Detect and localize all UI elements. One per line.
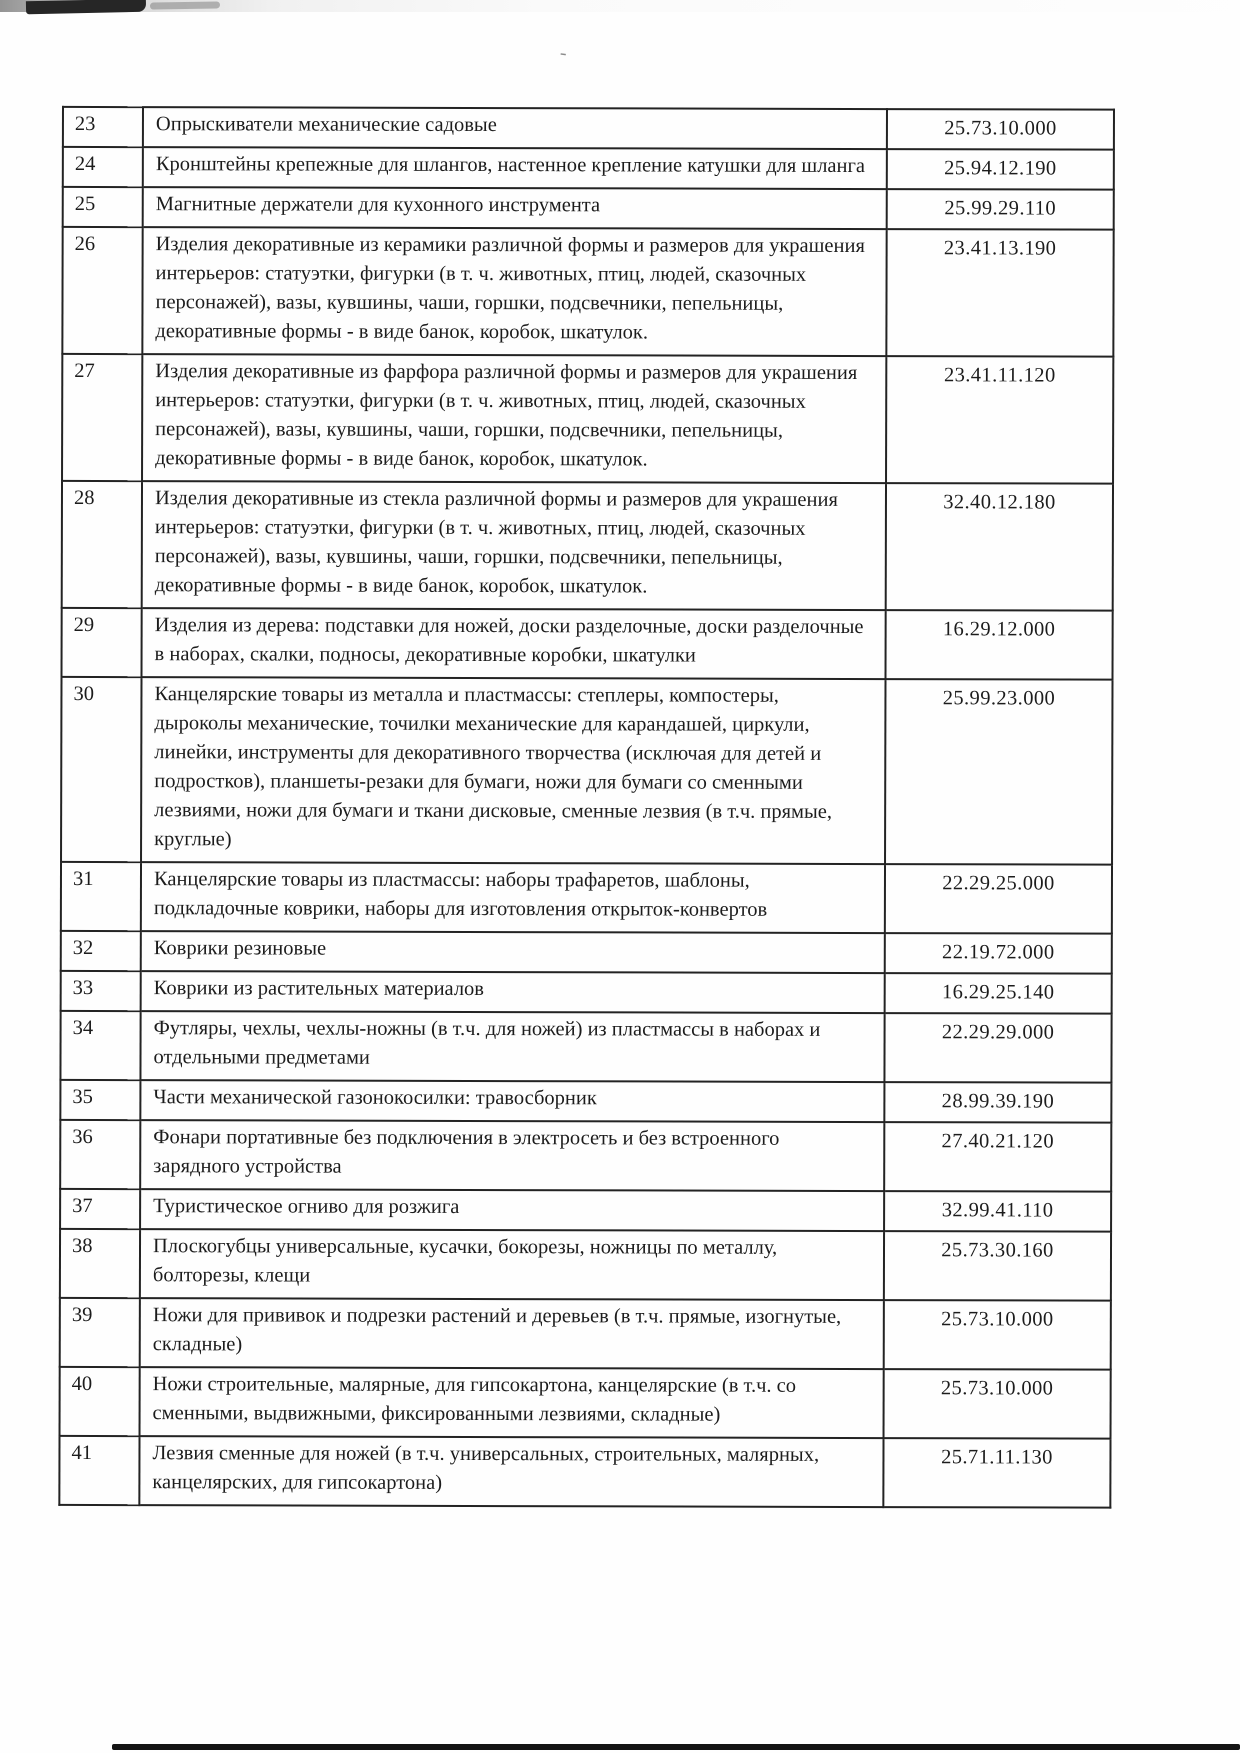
row-code: 23.41.11.120 [886, 356, 1113, 484]
row-code: 22.29.29.000 [884, 1013, 1111, 1083]
row-number: 27 [62, 354, 142, 481]
row-description: Лезвия сменные для ножей (в т.ч. универсальных, строительных, малярных, канцелярских, для гипсокартона) [139, 1436, 883, 1507]
row-number: 28 [62, 481, 142, 608]
row-number: 32 [61, 931, 141, 971]
row-code: 32.99.41.110 [884, 1191, 1111, 1232]
row-code: 25.99.29.110 [887, 189, 1114, 230]
row-number: 23 [63, 107, 143, 147]
table-row [60, 1080, 1111, 1123]
row-number: 40 [60, 1367, 140, 1436]
scan-bottom-edge-artifact [112, 1744, 1240, 1750]
table-row [61, 677, 1112, 865]
row-code: 25.73.30.160 [884, 1231, 1111, 1301]
row-number: 29 [62, 608, 142, 677]
row-description: Канцелярские товары из металла и пластмассы: степлеры, компостеры, дыроколы механические, точилки механические для карандашей, циркули, линейки, инструменты для декоративного творчества (исключая для детей и подростков), планшеты-резаки для бумаги, ножи для бумаги со сменными лезвиями, ножи для бумаги и ткани дисковые, сменные лезвия (в т.ч. прямые, круглые) [141, 677, 885, 864]
row-number: 31 [61, 862, 141, 931]
row-code: 16.29.12.000 [886, 610, 1113, 680]
table-container [58, 106, 1057, 1509]
row-number: 26 [62, 227, 142, 354]
row-number: 34 [60, 1011, 140, 1080]
row-description: Магнитные держатели для кухонного инструмента [143, 187, 887, 229]
row-description: Ножи для прививок и подрезки растений и деревьев (в т.ч. прямые, изогнутые, складные) [140, 1298, 884, 1369]
row-number: 36 [60, 1120, 140, 1189]
table-row [60, 1229, 1111, 1301]
row-code: 22.19.72.000 [885, 933, 1112, 974]
row-code: 27.40.21.120 [884, 1122, 1111, 1192]
row-number: 38 [60, 1229, 140, 1298]
row-code: 25.94.12.190 [887, 149, 1114, 190]
row-code: 25.73.10.000 [887, 109, 1114, 150]
table-row [60, 1298, 1111, 1370]
table-row [60, 1011, 1111, 1083]
table-row [62, 354, 1113, 484]
row-code: 22.29.25.000 [885, 864, 1112, 934]
row-description: Туристическое огниво для розжига [140, 1189, 884, 1231]
row-description: Изделия декоративные из керамики различной формы и размеров для украшения интерьеров: статуэтки, фигурки (в т. ч. животных, птиц, людей, сказочных персонажей), вазы, кувшины, чаши, горшки, подсвечники, пепельницы, декоративные формы - в виде банок, коробок, шкатулок. [142, 227, 886, 356]
row-number: 25 [63, 187, 143, 227]
table-row [60, 1367, 1111, 1439]
row-number: 37 [60, 1189, 140, 1229]
row-description: Изделия декоративные из стекла различной формы и размеров для украшения интерьеров: статуэтки, фигурки (в т. ч. животных, птиц, людей, сказочных персонажей), вазы, кувшины, чаши, горшки, подсвечники, пепельницы, декоративные формы - в виде банок, коробок, шкатулок. [142, 481, 886, 610]
table-row [62, 608, 1113, 680]
row-number: 24 [63, 147, 143, 187]
table-row [62, 227, 1113, 357]
table-row [60, 1120, 1111, 1192]
row-description: Коврики из растительных материалов [141, 971, 885, 1013]
row-description: Футляры, чехлы, чехлы-ножны (в т.ч. для ножей) из пластмассы в наборах и отдельными предметами [140, 1011, 884, 1082]
row-code: 32.40.12.180 [886, 483, 1113, 611]
row-number: 39 [60, 1298, 140, 1367]
row-description: Опрыскиватели механические садовые [143, 107, 887, 149]
row-number: 33 [61, 971, 141, 1011]
row-description: Плоскогубцы универсальные, кусачки, бокорезы, ножницы по металлу, болторезы, клещи [140, 1229, 884, 1300]
row-description: Канцелярские товары из пластмассы: наборы трафаретов, шаблоны, подкладочные коврики, наборы для изготовления открыток-конвертов [141, 862, 885, 933]
row-number: 41 [59, 1436, 139, 1505]
scan-corner-artifact [26, 0, 146, 14]
table-row [63, 107, 1114, 150]
table-row [61, 862, 1112, 934]
row-code: 25.73.10.000 [884, 1300, 1111, 1370]
table-body [59, 107, 1114, 1508]
scan-corner-artifact-light [150, 1, 220, 9]
table-row [63, 187, 1114, 230]
row-number: 30 [61, 677, 141, 862]
row-code: 25.71.11.130 [883, 1438, 1110, 1508]
row-description: Части механической газонокосилки: травосборник [140, 1080, 884, 1122]
row-description: Изделия декоративные из фарфора различной формы и размеров для украшения интерьеров: статуэтки, фигурки (в т. ч. животных, птиц, людей, сказочных персонажей), вазы, кувшины, чаши, горшки, подсвечники, пепельницы, декоративные формы - в виде банок, коробок, шкатулок. [142, 354, 886, 483]
row-description: Ножи строительные, малярные, для гипсокартона, канцелярские (в т.ч. со сменными, выдвижными, фиксированными лезвиями, складные) [140, 1367, 884, 1438]
row-code: 28.99.39.190 [884, 1082, 1111, 1123]
row-code: 16.29.25.140 [885, 973, 1112, 1014]
row-description: Фонари портативные без подключения в электросеть и без встроенного зарядного устройства [140, 1120, 884, 1191]
table-row [62, 481, 1113, 611]
scan-dash-artifact: - [558, 41, 569, 65]
row-description: Кронштейны крепежные для шлангов, настенное крепление катушки для шланга [143, 147, 887, 189]
table-row [61, 931, 1112, 974]
product-codes-table [58, 106, 1115, 1509]
table-row [61, 971, 1112, 1014]
row-number: 35 [60, 1080, 140, 1120]
table-row [59, 1436, 1110, 1508]
row-code: 23.41.13.190 [886, 229, 1113, 357]
table-row [63, 147, 1114, 190]
row-code: 25.99.23.000 [885, 679, 1112, 865]
row-description: Коврики резиновые [141, 931, 885, 973]
row-description: Изделия из дерева: подставки для ножей, доски разделочные, доски разделочные в наборах, скалки, подносы, декоративные коробки, шкатулки [142, 608, 886, 679]
table-row [60, 1189, 1111, 1232]
row-code: 25.73.10.000 [884, 1369, 1111, 1439]
